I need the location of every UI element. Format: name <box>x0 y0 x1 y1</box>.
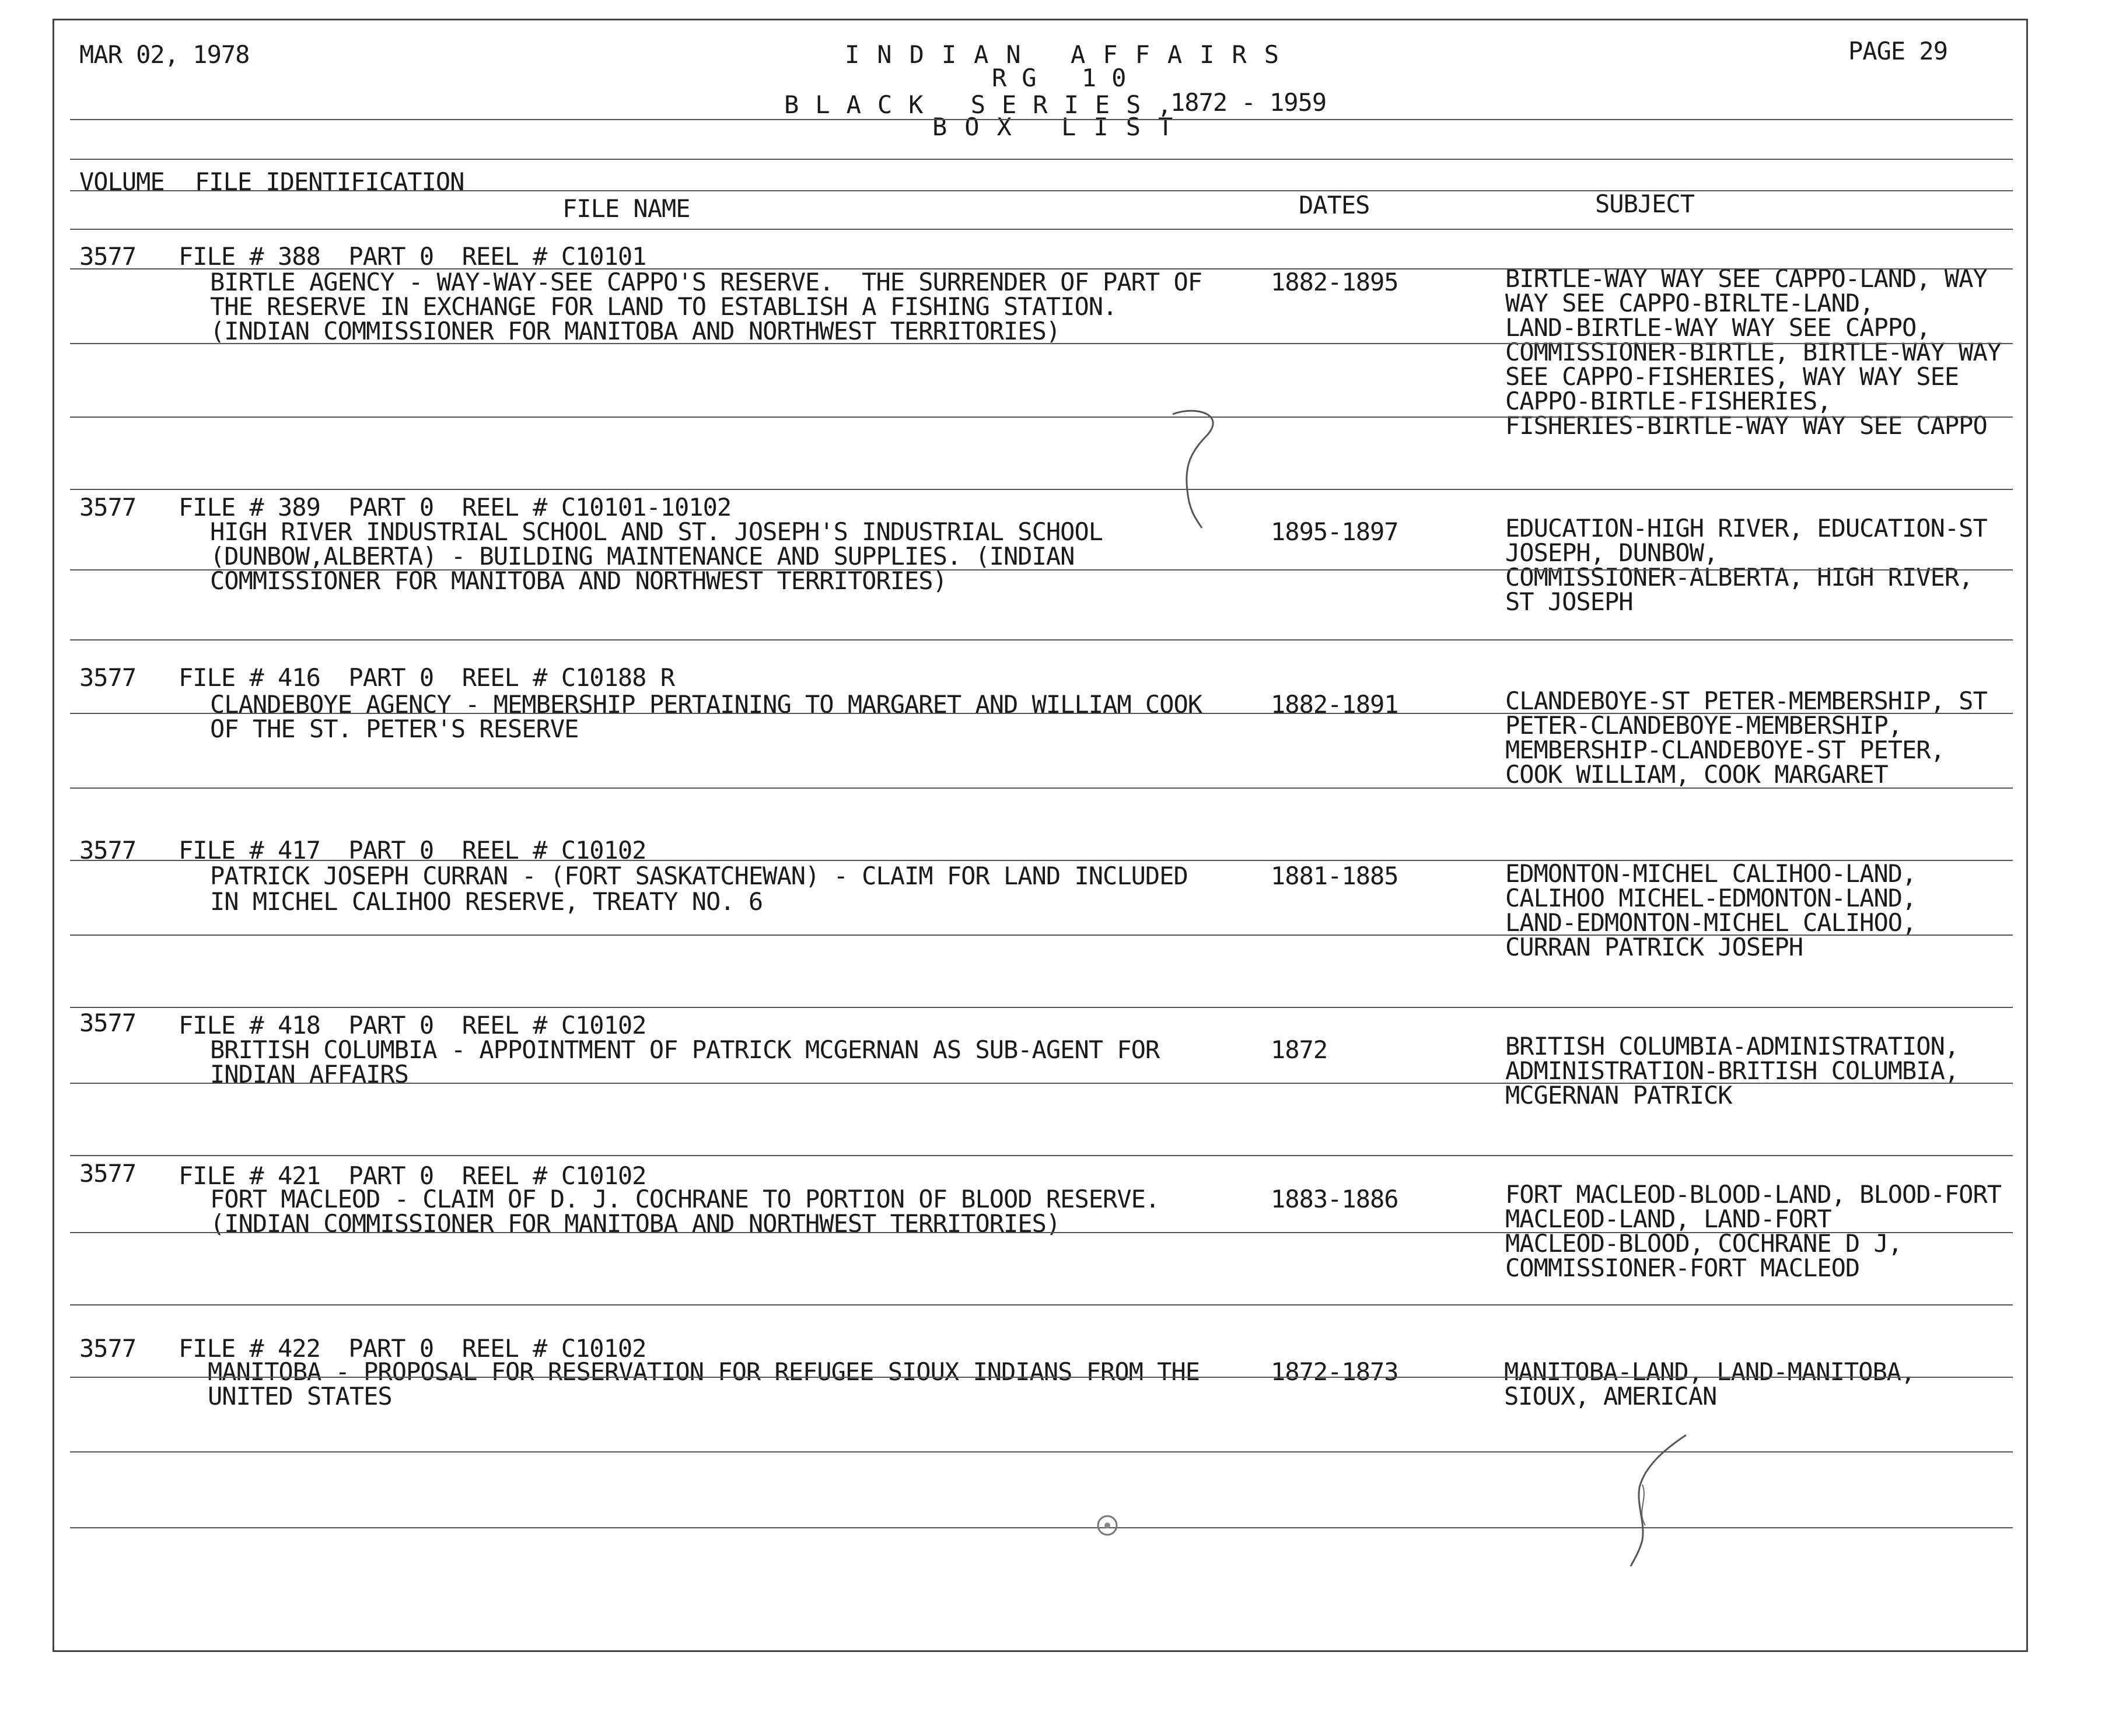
entry-file-name-line: IN MICHEL CALIHOO RESERVE, TREATY NO. 6 <box>210 887 763 916</box>
entry-file-name-line: (INDIAN COMMISSIONER FOR MANITOBA AND NORTHWEST TERRITORIES) <box>210 1209 1061 1238</box>
entry-file-name-line: COMMISSIONER FOR MANITOBA AND NORTHWEST TERRITORIES) <box>210 566 947 595</box>
entry-subject-line: MACLEOD-BLOOD, COCHRANE D J, <box>1505 1229 1903 1258</box>
entry-subject-line: CURRAN PATRICK JOSEPH <box>1505 933 1803 961</box>
pencil-bracket-mark <box>1161 402 1231 537</box>
entry-file-name-line: BIRTLE AGENCY - WAY-WAY-SEE CAPPO'S RESERVE. THE SURRENDER OF PART OF <box>210 268 1202 296</box>
entry-subject-line: LAND-EDMONTON-MICHEL CALIHOO, <box>1505 908 1917 937</box>
entry-subject-line: EDUCATION-HIGH RIVER, EDUCATION-ST <box>1505 514 1987 542</box>
entry-rule <box>70 489 2013 490</box>
pencil-scribble-mark <box>1622 1429 1704 1569</box>
entry-subject-line: BIRTLE-WAY WAY SEE CAPPO-LAND, WAY <box>1505 264 1987 293</box>
column-header-rule <box>70 190 2013 191</box>
entry-subject-line: BRITISH COLUMBIA-ADMINISTRATION, <box>1505 1032 1959 1060</box>
entry-rule <box>70 569 2013 570</box>
column-header-subject: SUBJECT <box>1595 190 1695 218</box>
entry-dates: 1882-1895 <box>1271 268 1398 296</box>
entry-file-name-line: (INDIAN COMMISSIONER FOR MANITOBA AND NORTHWEST TERRITORIES) <box>210 317 1061 345</box>
series-years: 1872 - 1959 <box>1170 88 1327 117</box>
entry-rule <box>70 1155 2013 1156</box>
entry-subject-line: LAND-BIRTLE-WAY WAY SEE CAPPO, <box>1505 313 1931 342</box>
entry-volume: 3577 <box>79 493 137 522</box>
entry-volume: 3577 <box>79 1159 137 1188</box>
header-rule <box>70 159 2013 160</box>
entry-file-reference: FILE # 416 PART 0 REEL # C10188 R <box>179 663 675 692</box>
column-header-file-identification: FILE IDENTIFICATION <box>195 167 464 196</box>
entry-rule <box>70 788 2013 789</box>
entry-file-name-line: CLANDEBOYE AGENCY - MEMBERSHIP PERTAINING TO MARGARET AND WILLIAM COOK <box>210 690 1202 719</box>
entry-file-reference: FILE # 422 PART 0 REEL # C10102 <box>179 1334 646 1363</box>
entry-dates: 1872-1873 <box>1271 1357 1398 1386</box>
entry-subject-line: COMMISSIONER-BIRTLE, BIRTLE-WAY WAY <box>1505 338 2002 366</box>
page-number: PAGE 29 <box>1848 37 1948 65</box>
entry-rule <box>70 935 2013 936</box>
entry-dates: 1872 <box>1271 1035 1328 1064</box>
entry-subject-line: ST JOSEPH <box>1505 587 1633 616</box>
entry-subject-line: FISHERIES-BIRTLE-WAY WAY SEE CAPPO <box>1505 411 1987 440</box>
entry-volume: 3577 <box>79 1009 137 1037</box>
entry-subject-line: CLANDEBOYE-ST PETER-MEMBERSHIP, ST <box>1505 687 1987 715</box>
entry-file-name-line: FORT MACLEOD - CLAIM OF D. J. COCHRANE TO PORTION OF BLOOD RESERVE. <box>210 1185 1160 1213</box>
entry-file-reference: FILE # 421 PART 0 REEL # C10102 <box>179 1161 646 1190</box>
report-date: MAR 02, 1978 <box>79 40 250 69</box>
report-title: INDIAN AFFAIRS <box>845 40 1297 69</box>
column-header-rule <box>70 229 2013 230</box>
entry-rule <box>70 343 2013 344</box>
entry-subject-line: SEE CAPPO-FISHERIES, WAY WAY SEE <box>1505 362 1959 391</box>
entry-subject-line: JOSEPH, DUNBOW, <box>1505 538 1718 567</box>
entry-subject-line: SIOUX, AMERICAN <box>1504 1382 1717 1410</box>
entry-file-name-line: (DUNBOW,ALBERTA) - BUILDING MAINTENANCE AND SUPPLIES. (INDIAN <box>210 542 1075 570</box>
entry-file-reference: FILE # 388 PART 0 REEL # C10101 <box>179 242 646 271</box>
entry-file-name-line: MANITOBA - PROPOSAL FOR RESERVATION FOR REFUGEE SIOUX INDIANS FROM THE <box>208 1357 1200 1386</box>
entry-rule <box>70 1451 2013 1452</box>
entry-file-name-line: THE RESERVE IN EXCHANGE FOR LAND TO ESTABLISH A FISHING STATION. <box>210 292 1117 321</box>
entry-dates: 1895-1897 <box>1271 517 1398 546</box>
entry-file-name-line: HIGH RIVER INDUSTRIAL SCHOOL AND ST. JOSEPH'S INDUSTRIAL SCHOOL <box>210 517 1103 546</box>
entry-subject-line: FORT MACLEOD-BLOOD-LAND, BLOOD-FORT <box>1505 1180 2002 1209</box>
smudge-mark <box>1090 1511 1125 1540</box>
entry-rule <box>70 1304 2013 1306</box>
entry-subject-line: MANITOBA-LAND, LAND-MANITOBA, <box>1504 1357 1915 1386</box>
entry-volume: 3577 <box>79 242 137 271</box>
entry-subject-line: COMMISSIONER-ALBERTA, HIGH RIVER, <box>1505 563 1973 592</box>
entry-rule <box>70 1007 2013 1008</box>
entry-volume: 3577 <box>79 663 137 692</box>
series-title: BLACK SERIES, <box>784 90 1188 119</box>
box-list-title: BOX LIST <box>932 113 1191 141</box>
entry-rule <box>70 1232 2013 1233</box>
entry-rule <box>70 860 2013 861</box>
entry-subject-line: COMMISSIONER-FORT MACLEOD <box>1505 1254 1860 1282</box>
entry-file-name-line: UNITED STATES <box>208 1382 392 1410</box>
record-group: RG 10 <box>992 64 1142 92</box>
entry-file-reference: FILE # 418 PART 0 REEL # C10102 <box>179 1011 646 1040</box>
entry-rule <box>70 268 2013 270</box>
entry-subject-line: CAPPO-BIRTLE-FISHERIES, <box>1505 387 1831 415</box>
entry-file-name-line: INDIAN AFFAIRS <box>210 1060 409 1088</box>
entry-file-name-line: BRITISH COLUMBIA - APPOINTMENT OF PATRICK MCGERNAN AS SUB-AGENT FOR <box>210 1035 1160 1064</box>
entry-rule <box>70 1083 2013 1084</box>
entry-rule <box>70 416 2013 418</box>
entry-file-name-line: PATRICK JOSEPH CURRAN - (FORT SASKATCHEWAN) - CLAIM FOR LAND INCLUDED <box>210 862 1188 890</box>
entry-subject-line: CALIHOO MICHEL-EDMONTON-LAND, <box>1505 884 1917 912</box>
entry-rule <box>70 639 2013 640</box>
entry-subject-line: WAY SEE CAPPO-BIRLTE-LAND, <box>1505 289 1874 317</box>
entry-subject-line: MCGERNAN PATRICK <box>1505 1081 1732 1110</box>
entry-volume: 3577 <box>79 1334 137 1363</box>
entry-file-reference: FILE # 389 PART 0 REEL # C10101-10102 <box>179 493 732 522</box>
entry-volume: 3577 <box>79 836 137 864</box>
header-rule <box>70 119 2013 120</box>
entry-subject-line: COOK WILLIAM, COOK MARGARET <box>1505 760 1888 789</box>
column-header-volume: VOLUME <box>79 167 165 196</box>
entry-rule <box>70 1377 2013 1378</box>
column-header-file-name: FILE NAME <box>562 194 690 223</box>
entry-subject-line: EDMONTON-MICHEL CALIHOO-LAND, <box>1505 859 1917 888</box>
entry-subject-line: PETER-CLANDEBOYE-MEMBERSHIP, <box>1505 711 1903 740</box>
entry-dates: 1883-1886 <box>1271 1185 1398 1213</box>
entry-subject-line: MEMBERSHIP-CLANDEBOYE-ST PETER, <box>1505 736 1945 764</box>
entry-rule <box>70 713 2013 714</box>
entry-dates: 1881-1885 <box>1271 862 1398 890</box>
entry-file-name-line: OF THE ST. PETER'S RESERVE <box>210 715 579 743</box>
entry-subject-line: ADMINISTRATION-BRITISH COLUMBIA, <box>1505 1056 1959 1085</box>
entry-rule <box>70 1527 2013 1528</box>
column-header-dates: DATES <box>1299 191 1370 219</box>
entry-file-reference: FILE # 417 PART 0 REEL # C10102 <box>179 836 646 864</box>
entry-dates: 1882-1891 <box>1271 690 1398 719</box>
entry-subject-line: MACLEOD-LAND, LAND-FORT <box>1505 1205 1831 1233</box>
